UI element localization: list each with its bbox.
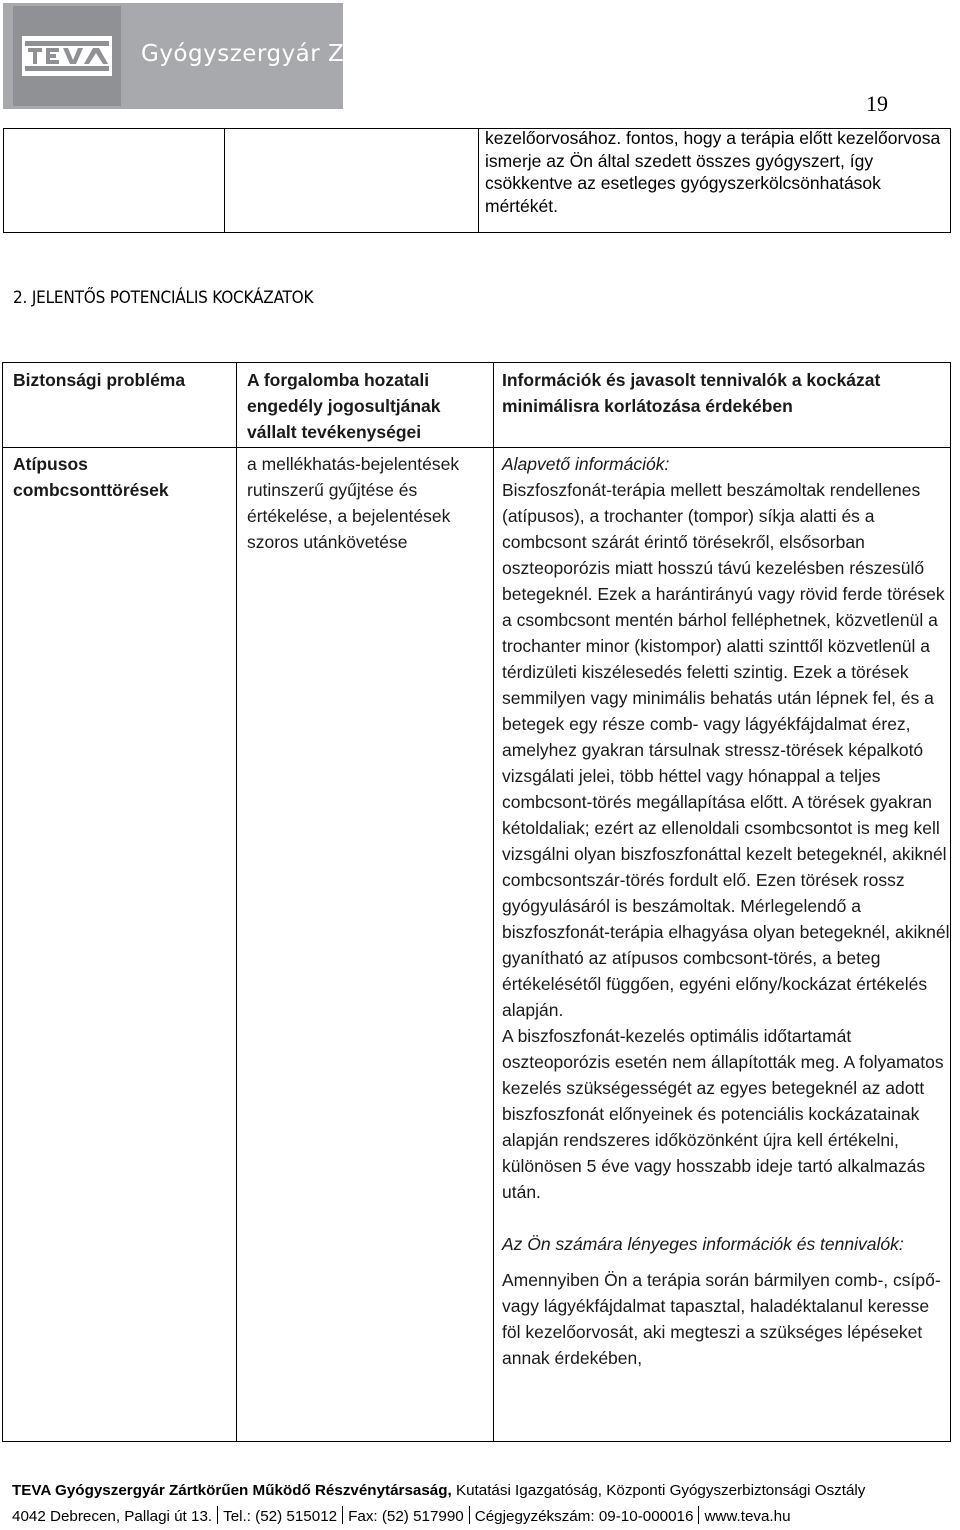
page-footer [12,1478,952,1530]
teva-logo-mark [13,6,121,106]
footer-registration: Cégjegyzékszám: 09-10-000016 [474,1508,694,1525]
footer-address: 4042 Debrecen, Pallagi út 13. [12,1508,213,1525]
footer-department: Kutatási Igazgatóság, Központi Gyógyszerbiztonsági Osztály [451,1482,866,1499]
continuation-text: kezelőorvosához. fontos, hogy a terápia előtt kezelőorvosa ismerje az Ön által szedett összes gyógyszert, így csökkentve az esetleges gyógyszerkölcsönhatások mértékét. [485,128,941,216]
basic-info-text: Biszfoszfonát-terápia mellett beszámoltak rendellenes (atípusos), a trochanter (tompor) síkja alatti és a combcsont szárát érintő törésekről, elsősorban oszteoporózis miatt hosszú távú kezelésben részesülő betegeknél. Ezek a harántirányú vagy rövid ferde törések a csombcsont mentén bárhol felléphetnek, közvetlenül a trochanter minor (kistompor) alatti szinttől közvetlenül a térdizületi kiszélesedés feletti szintig. Ezek a törések semmilyen vagy minimális behatás után lépnek fel, és a betegek egy része comb- vagy lágyékfájdalmat érez, amelyhez gyakran társulnak stressz-törések képalkotó vizsgálati jelei, több héttel vagy hónappal a teljes combcsont-törés megállapítása előtt. A törések gyakran kétoldaliak; ezért az ellenoldali csombcsontot is meg kell vizsgálni olyan biszfoszfonáttal kezelt betegeknél, akiknél combcsontszár-törés fordult elő. Ezen törések rossz gyógyulásáról is beszámoltak. Mérlegelendő a biszfoszfonát-terápia elhagyása olyan betegeknél, akiknél gyanítható az atípusos combcsont-törés, a beteg értékelésétől függően, egyéni előny/kockázat értékelés alapján. [502,480,950,1020]
footer-tel: Tel.: (52) 515012 [223,1508,338,1525]
footer-line-2 [12,1504,952,1530]
page-number: 19 [866,91,888,116]
header-safety-problem: Biztonsági probléma [3,363,237,448]
activities-cell: a mellékhatás-bejelentések rutinszerű gyűjtése és értékelése, a bejelentések szoros utánkövetése [237,448,494,1442]
table-row [3,448,951,1442]
continuation-table [3,128,951,233]
continuation-cell-3 [479,129,951,233]
footer-fax: Fax: (52) 517990 [348,1508,464,1525]
footer-website: www.teva.hu [704,1508,791,1525]
logo-company-name: Gyógyszergyár Zrt. [141,41,372,67]
patient-info-label: Az Ön számára lényeges információk és tennivalók: [502,1234,904,1254]
header-information: Információk és javasolt tennivalók a kockázat minimálisra korlátozása érdekében [494,363,951,448]
footer-company: TEVA Gyógyszergyár Zártkörűen Működő Részvénytársaság, [12,1482,452,1499]
footer-line-1 [12,1478,952,1504]
problem-cell: Atípusos combcsonttörések [3,448,237,1442]
risk-table [2,362,951,1442]
table-header-row [3,363,951,448]
patient-info-text: Amennyiben Ön a terápia során bármilyen comb-, csípő- vagy lágyékfájdalmat tapasztal, haladéktalanul keresse föl kezelőorvosát, aki megteszi a szükséges lépéseket annak érdekében, [502,1270,941,1368]
teva-logo-banner [3,3,372,109]
continuation-cell-1 [4,129,225,233]
duration-text: A biszfoszfonát-kezelés optimális időtartamát oszteoporózis esetén nem állapították meg. A folyamatos kezelés szükségességét az egyes betegeknél az adott biszfoszfonát előnyeinek és potenciális kockázatainak alapján rendszeres időközönként újra kell értékelni, különösen 5 éve vagy hosszabb ideje tartó alkalmazás után. [502,1026,944,1202]
header-activities: A forgalomba hozatali engedély jogosultjának vállalt tevékenységei [237,363,494,448]
information-cell [494,448,951,1442]
teva-logo-icon [22,36,112,76]
section-heading: 2. JELENTŐS POTENCIÁLIS KOCKÁZATOK [13,288,314,308]
continuation-cell-2 [225,129,479,233]
basic-info-label: Alapvető információk: [502,454,670,474]
